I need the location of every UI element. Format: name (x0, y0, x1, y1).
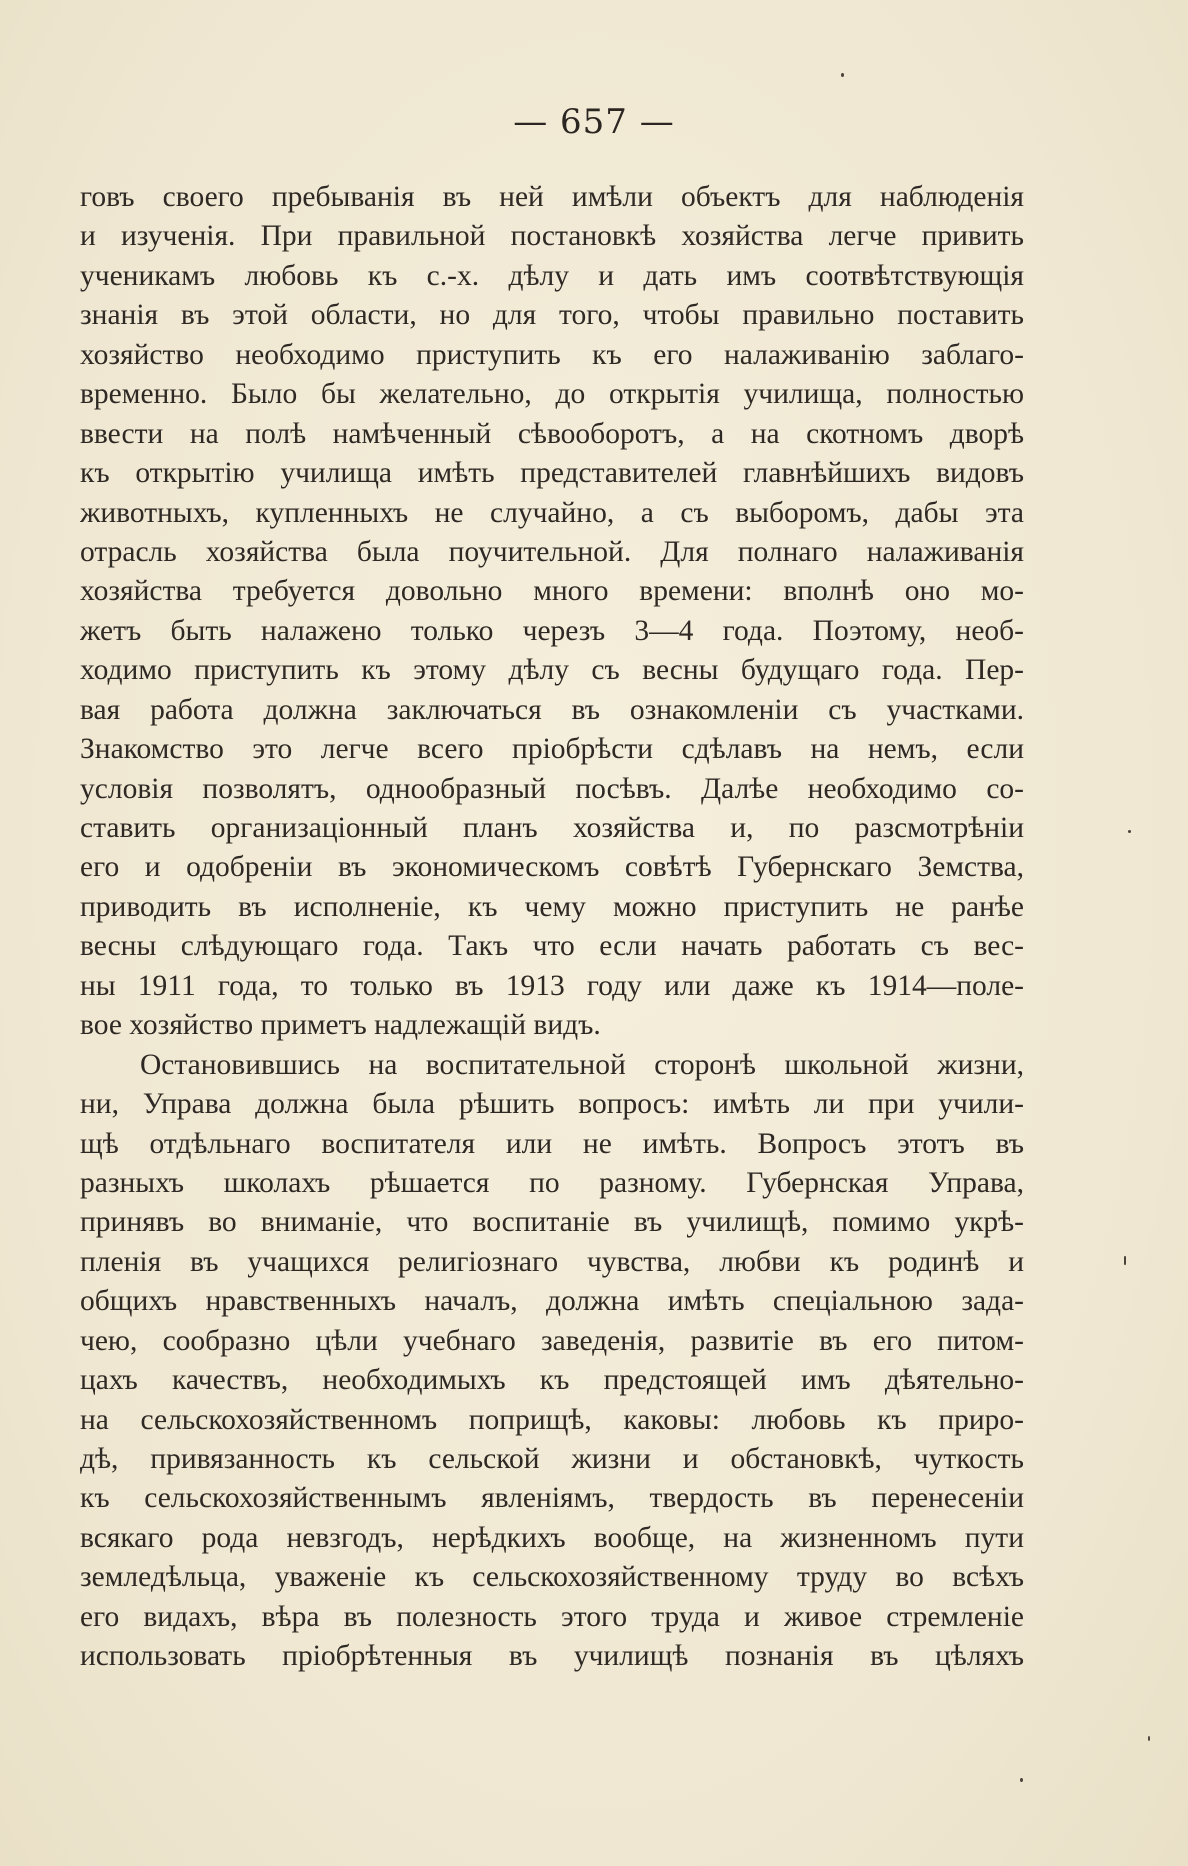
scan-speck (1128, 830, 1131, 833)
text-line: жетъ быть налажено только черезъ 3—4 года. Поэтому, необ- (80, 614, 1024, 647)
text-line: ввести на полѣ намѣченный сѣвооборотъ, а на скотномъ дворѣ (80, 417, 1024, 450)
scan-speck (1020, 1778, 1023, 1782)
text-line: приводить въ исполненіе, къ чему можно приступить не ранѣе (80, 890, 1024, 923)
text-line: отрасль хозяйства была поучительной. Для полнаго налаживанія (80, 535, 1024, 568)
text-line: земледѣльца, уваженіе къ сельскохозяйственному труду во всѣхъ (80, 1561, 1024, 1594)
text-line: его и одобреніи въ экономическомъ совѣтѣ Губернскаго Земства, (80, 851, 1024, 884)
text-line: вая работа должна заключаться въ ознакомленіи съ участками. (80, 693, 1024, 726)
scan-speck (1148, 1736, 1150, 1741)
text-line: общихъ нравственныхъ началъ, должна имѣть спеціальною зада- (80, 1285, 1024, 1318)
scan-speck (841, 73, 844, 77)
text-line: ны 1911 года, то только въ 1913 году или даже къ 1914—поле- (80, 969, 1024, 1002)
text-line: щѣ отдѣльнаго воспитателя или не имѣть. Вопросъ этотъ въ (80, 1127, 1024, 1160)
text-line: къ открытію училища имѣть представителей главнѣйшихъ видовъ (80, 457, 1024, 490)
text-line: пленія въ учащихся религіознаго чувства, любви къ родинѣ и (80, 1245, 1024, 1278)
text-line: хозяйство необходимо приступить къ его налаживанію заблаго- (80, 338, 1024, 371)
text-line: разныхъ школахъ рѣшается по разному. Губернская Управа, (80, 1166, 1024, 1199)
text-line: принявъ во вниманіе, что воспитаніе въ училищѣ, помимо укрѣ- (80, 1206, 1024, 1239)
text-line: животныхъ, купленныхъ не случайно, а съ выборомъ, дабы эта (80, 496, 1024, 529)
text-line: всякаго рода невзгодъ, нерѣдкихъ вообще, на жизненномъ пути (80, 1521, 1024, 1554)
text-line: ставить организаціонный планъ хозяйства и, по разсмотрѣніи (80, 812, 1024, 844)
text-line: хозяйства требуется довольно много времени: вполнѣ оно мо- (80, 575, 1024, 608)
text-line: его видахъ, вѣра въ полезность этого труда и живое стремленіе (80, 1600, 1024, 1633)
text-line: временно. Было бы желательно, до открытія училища, полностью (80, 378, 1024, 411)
text-line: знанія въ этой области, но для того, чтобы правильно поставить (80, 299, 1024, 332)
text-line: условія позволятъ, однообразный посѣвъ. Далѣе необходимо со- (80, 772, 1024, 805)
body-text (80, 178, 1024, 1677)
text-line: дѣ, привязанность къ сельской жизни и обстановкѣ, чуткость (80, 1443, 1024, 1475)
text-line: Знакомство это легче всего пріобрѣсти сдѣлавъ на немъ, если (80, 733, 1024, 766)
text-line: ходимо приступить къ этому дѣлу съ весны будущаго года. Пер- (80, 654, 1024, 687)
text-line: ни, Управа должна была рѣшить вопросъ: имѣть ли при учили- (80, 1088, 1024, 1121)
text-line: ученикамъ любовь къ с.-х. дѣлу и дать имъ соотвѣтствующія (80, 259, 1024, 292)
text-line: и изученія. При правильной постановкѣ хозяйства легче привить (80, 220, 1024, 253)
text-line: вое хозяйство приметъ надлежащій видъ. (80, 1009, 601, 1042)
scan-speck (1124, 1256, 1126, 1265)
page-number: — 657 — (513, 102, 675, 142)
text-line: на сельскохозяйственномъ поприщѣ, каковы: любовь къ приро- (80, 1403, 1024, 1436)
text-line: Остановившись на воспитательной сторонѣ школьной жизни, (140, 1048, 1024, 1081)
text-line: чею, сообразно цѣли учебнаго заведенія, развитіе въ его питом- (80, 1324, 1024, 1357)
text-line: цахъ качествъ, необходимыхъ къ предстоящей имъ дѣятельно- (80, 1364, 1024, 1397)
text-line: весны слѣдующаго года. Такъ что если начать работать съ вес- (80, 930, 1024, 963)
text-line: къ сельскохозяйственнымъ явленіямъ, твердость въ перенесеніи (80, 1482, 1024, 1515)
text-line: говъ своего пребыванія въ ней имѣли объектъ для наблюденія (80, 181, 1024, 213)
text-line: использовать пріобрѣтенныя въ училищѣ познанія въ цѣляхъ (80, 1640, 1024, 1673)
